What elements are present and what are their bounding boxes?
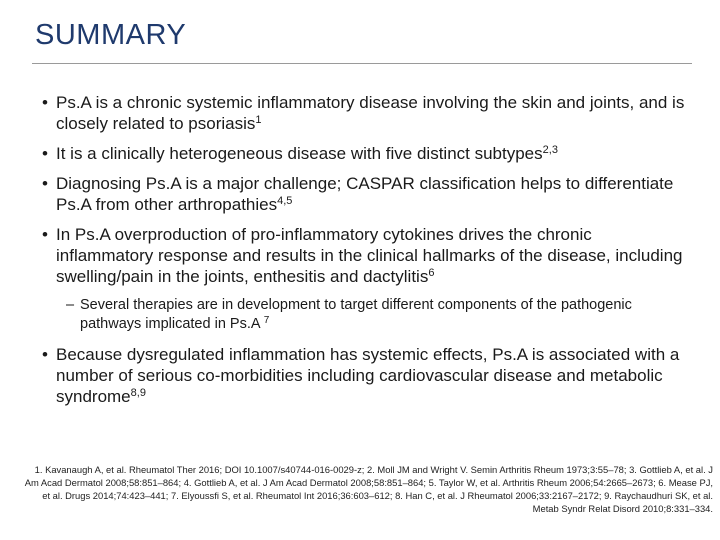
citation-marker: 1: [255, 114, 262, 126]
bullet-text: Because dysregulated inflammation has systemic effects, Ps.A is associated with a number of serious co-morbidities including cardiovascular disease and metabolic syndrome: [56, 345, 680, 406]
citation-marker: 6: [428, 267, 435, 279]
bullet-text: Several therapies are in development to target different components of the pathogenic pathways implicated in Ps.A: [80, 297, 632, 332]
bullet-text: It is a clinically heterogeneous disease with five distinct subtypes: [56, 144, 543, 163]
citation-marker: 8,9: [130, 387, 146, 399]
title-divider: [32, 63, 692, 64]
bullet-text: Diagnosing Ps.A is a major challenge; CASPAR classification helps to differentiate Ps.A from other arthropathies: [56, 174, 674, 214]
summary-bullet-list: [42, 92, 690, 416]
references-footnote: 1. Kavanaugh A, et al. Rheumatol Ther 2016; DOI 10.1007/s40744-016-0029-z; 2. Moll JM and Wright V. Semin Arthritis Rheum 1973;3:55–78; 3. Gottlieb A, et al. J Am Acad Dermatol 2008;58:851–864; 4. Gottlieb A, et al. J Am Acad Dermatol 2008;58:851–864; 5. Taylor W, et al. Arthritis Rheum 2006;54:2665–2673; 6. Mease PJ, et al. Drugs 2014;74:423–441; 7. Elyoussfi S, et al. Rheumatol Int 2016;36:603–612; 8. Han C, et al. J Rheumatol 2006;33:2167–2172; 9. Raychaudhuri SK, et al. Metab Syndr Relat Disord 2010;8:331–334.: [24, 464, 713, 514]
bullet-subtypes: [42, 143, 690, 164]
bullet-marker: •: [42, 174, 48, 193]
citation-marker: 2,3: [542, 144, 558, 156]
citation-marker: 7: [263, 315, 270, 326]
bullet-diagnosis: [42, 173, 690, 215]
bullet-psa-definition: [42, 92, 690, 134]
bullet-marker: •: [42, 144, 48, 163]
bullet-marker: •: [42, 93, 48, 112]
bullet-cytokines: [42, 224, 690, 287]
bullet-comorbidities: [42, 344, 690, 407]
bullet-marker: •: [42, 225, 48, 244]
sub-bullet-marker: –: [66, 297, 75, 313]
bullet-text: In Ps.A overproduction of pro-inflammatory cytokines drives the chronic inflammatory response and results in the clinical hallmarks of the disease, including swelling/pain in the joints, enthesitis and dactylitis: [56, 225, 683, 286]
bullet-marker: •: [42, 345, 48, 364]
bullet-text: Ps.A is a chronic systemic inflammatory disease involving the skin and joints, and is closely related to psoriasis: [56, 93, 685, 133]
slide-title: SUMMARY: [35, 19, 187, 51]
sub-bullet-therapies: [66, 296, 690, 334]
citation-marker: 4,5: [277, 195, 293, 207]
